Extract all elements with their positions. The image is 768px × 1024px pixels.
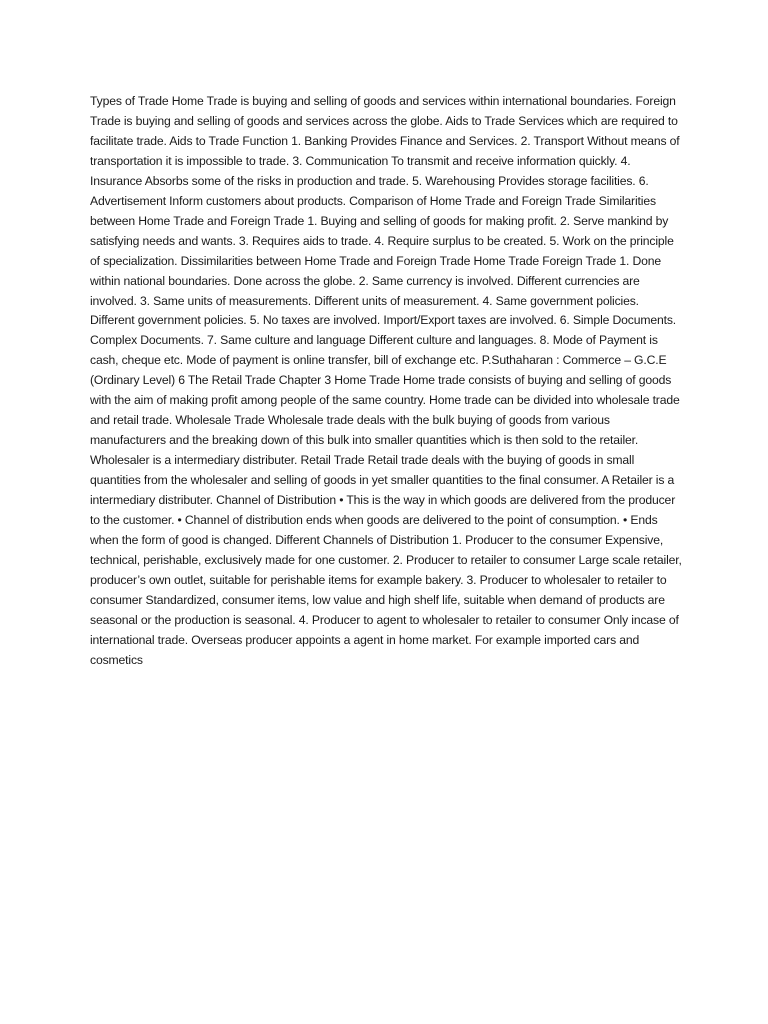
document-body-text: Types of Trade Home Trade is buying and selling of goods and services within international boundaries. Foreign Trade is buying and selling of goods and services across the globe. Aids to Trade Services which are required to facilitate trade. Aids to Trade Function 1. Banking Provides Finance and Services. 2. Transport Without means of transportation it is impossible to trade. 3. Communication To transmit and receive information quickly. 4. Insurance Absorbs some of the risks in production and trade. 5. Warehousing Provides storage facilities. 6. Advertisement Inform customers about products. Comparison of Home Trade and Foreign Trade Similarities between Home Trade and Foreign Trade 1. Buying and selling of goods for making profit. 2. Serve mankind by satisfying needs and wants. 3. Requires aids to trade. 4. Require surplus to be created. 5. Work on the principle of specialization. Dissimilarities between Home Trade and Foreign Trade Home Trade Foreign Trade 1. Done within national boundaries. Done across the globe. 2. Same currency is involved. Different currencies are involved. 3. Same units of measurements. Different units of measurement. 4. Same government policies. Different government policies. 5. No taxes are involved. Import/Export taxes are involved. 6. Simple Documents. Complex Documents. 7. Same culture and language Different culture and languages. 8. Mode of Payment is cash, cheque etc. Mode of payment is online transfer, bill of exchange etc. P.Suthaharan : Commerce – G.C.E (Ordinary Level) 6 The Retail Trade Chapter 3 Home Trade Home trade consists of buying and selling of goods with the aim of making profit among people of the same country. Home trade can be divided into wholesale trade and retail trade. Wholesale Trade Wholesale trade deals with the bulk buying of goods from various manufacturers and the breaking down of this bulk into smaller quantities which is then sold to the retailer. Wholesaler is a intermediary distributer. Retail Trade Retail trade deals with the buying of goods in small quantities from the wholesaler and selling of goods in yet smaller quantities to the final consumer. A Retailer is a intermediary distributer. Channel of Distribution • This is the way in which goods are delivered from the producer to the customer. • Channel of distribution ends when goods are delivered to the point of consumption. • Ends when the form of good is changed. Different Channels of Distribution 1. Producer to the consumer Expensive, technical, perishable, exclusively made for one customer. 2. Producer to retailer to consumer Large scale retailer, producer’s own outlet, suitable for perishable items for example bakery. 3. Producer to wholesaler to retailer to consumer Standardized, consumer items, low value and high shelf life, suitable when demand of products are seasonal or the production is seasonal. 4. Producer to agent to wholesaler to retailer to consumer Only incase of international trade. Overseas producer appoints a agent in home market. For example imported cars and cosmetics: [90, 94, 682, 667]
